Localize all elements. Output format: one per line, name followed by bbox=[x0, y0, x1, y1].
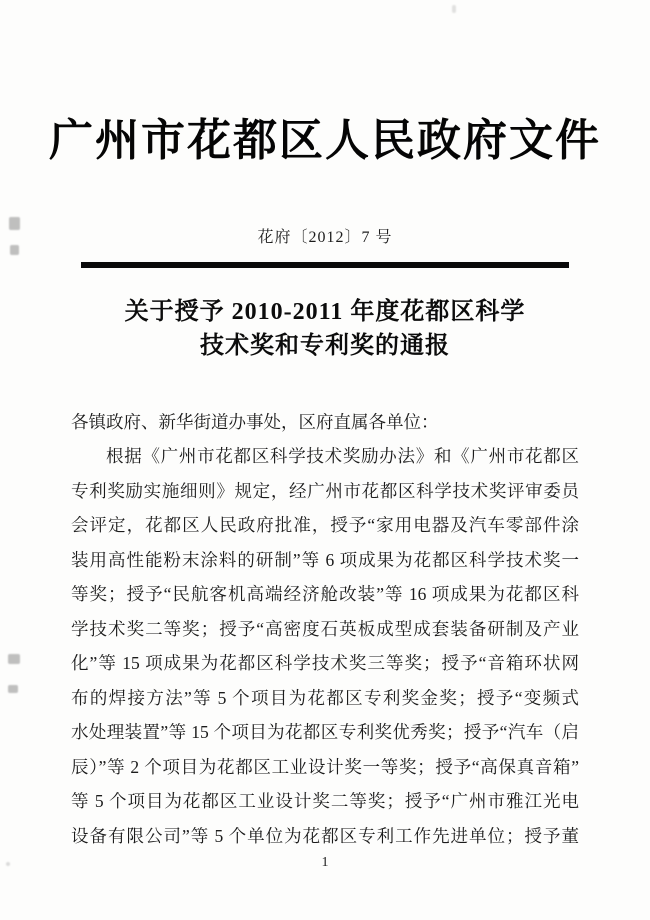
document-title-line-2: 技术奖和专利奖的通报 bbox=[200, 332, 450, 359]
scan-artifact bbox=[10, 245, 19, 255]
body-text-line: 学技术奖二等奖；授予“高密度石英板成型成套装备研制及产业 bbox=[71, 618, 579, 639]
body-text-line: 各镇政府、新华街道办事处，区府直属各单位： bbox=[71, 411, 439, 432]
body-text-line: 布的焊接方法”等 5 个项目为花都区专利奖金奖；授予“变频式 bbox=[71, 687, 579, 708]
body-text-line: 会评定，花都区人民政府批准，授予“家用电器及汽车零部件涂 bbox=[71, 515, 579, 536]
body-text-line: 设备有限公司”等 5 个单位为花都区专利工作先进单位；授予董 bbox=[71, 825, 579, 846]
scan-artifact bbox=[452, 5, 456, 13]
scan-artifact bbox=[9, 217, 20, 230]
document-reference-number: 花府〔2012〕7 号 bbox=[257, 228, 393, 246]
body-text-line: 水处理装置”等 15 个项目为花都区专利奖优秀奖；授予“汽车（启 bbox=[71, 722, 579, 743]
body-text-line: 根据《广州市花都区科学技术奖励办法》和《广州市花都区 bbox=[106, 446, 579, 467]
scan-artifact bbox=[6, 862, 10, 866]
body-text-line: 辰）”等 2 个项目为花都区工业设计奖一等奖；授予“高保真音箱” bbox=[71, 756, 579, 777]
body-text-line: 等奖；授予“民航客机高端经济舱改装”等 16 项成果为花都区科 bbox=[71, 584, 579, 605]
body-text-line: 化”等 15 项成果为花都区科学技术奖三等奖；授予“音箱环状网 bbox=[71, 653, 579, 674]
page-number: 1 bbox=[321, 855, 329, 871]
body-text-line: 专利奖励实施细则》规定，经广州市花都区科学技术奖评审委员 bbox=[71, 480, 579, 501]
body-text-line: 等 5 个项目为花都区工业设计奖二等奖；授予“广州市雅江光电 bbox=[71, 791, 579, 812]
body-text-line: 装用高性能粉末涂料的研制”等 6 项成果为花都区科学技术奖一 bbox=[71, 549, 579, 570]
document-title bbox=[0, 295, 650, 363]
letterhead-divider-rule bbox=[81, 262, 569, 268]
government-letterhead-title: 广州市花都区人民政府文件 bbox=[49, 116, 601, 165]
document-title-line-1: 关于授予 2010-2011 年度花都区科学 bbox=[124, 298, 526, 325]
scan-artifact bbox=[8, 654, 20, 664]
scan-artifact bbox=[8, 685, 18, 693]
document-body-text bbox=[71, 405, 579, 854]
